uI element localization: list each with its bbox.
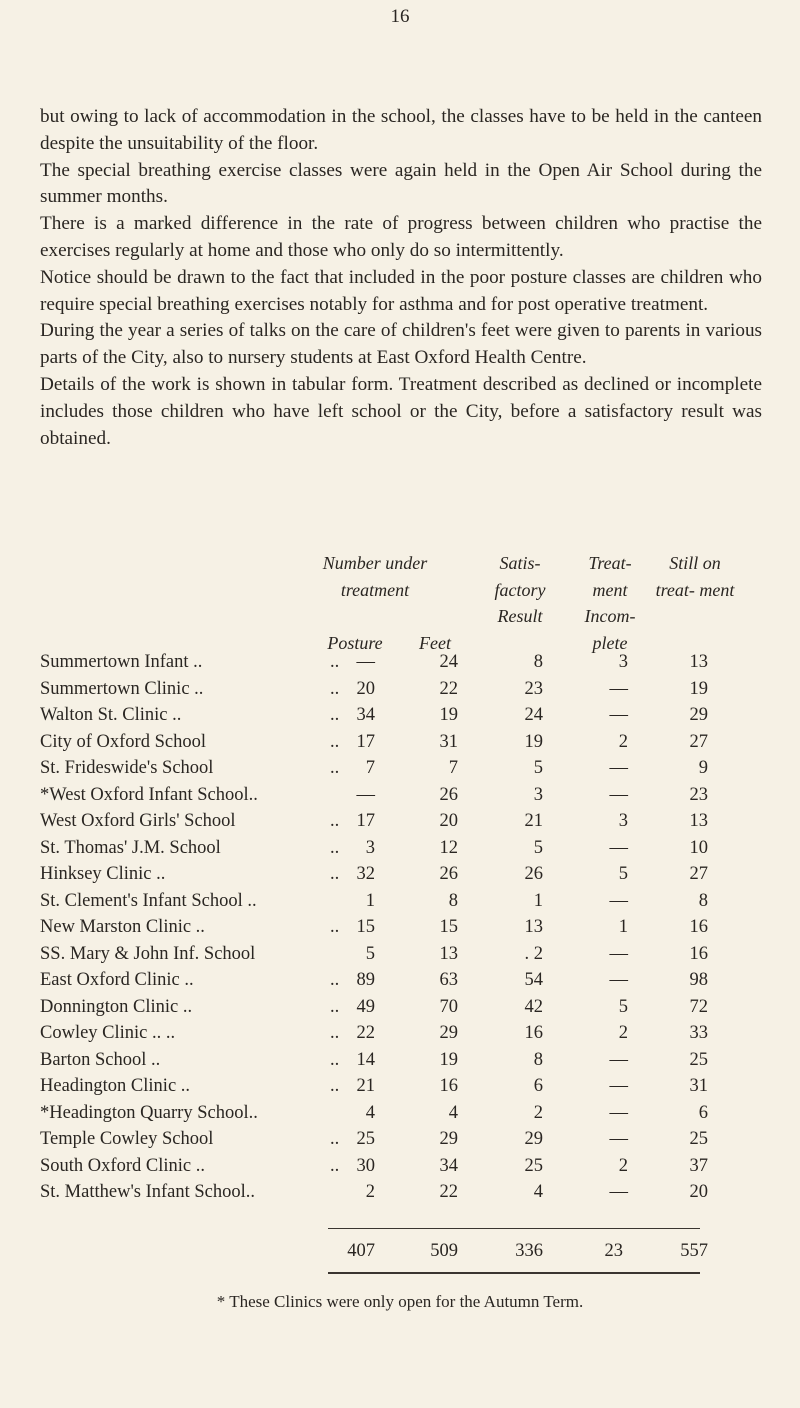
cell-still-on: 29 [689,705,708,725]
cell-feet: 19 [439,1049,458,1070]
row-name: SS. Mary & John Inf. School [40,943,256,964]
row-name: South Oxford Clinic .. [40,1155,205,1176]
table-row [40,941,760,967]
cell-still-on: 20 [689,1182,708,1202]
cell-feet: 22 [439,1182,458,1202]
cell-feet: 29 [439,1023,458,1043]
row-name: Temple Cowley School [40,1129,214,1149]
header-still-on-treatment: Still on treat- ment [655,553,735,600]
table-row [40,1100,760,1126]
cell-satisfactory: 5 [533,837,543,858]
table-row [40,1153,760,1179]
paragraph: Details of the work is shown in tabular form. Treatment described as declined or incomplete includes those children who have left school or the City, before a satisfactory result was obtained. [40,373,762,449]
row-name: East Oxford Clinic .. [40,970,194,990]
cell-feet: 16 [439,1076,458,1096]
cell-feet: 26 [439,864,458,884]
table-row [40,1179,760,1205]
row-name: St. Matthew's Infant School.. [40,1182,256,1202]
totals-row [40,1238,760,1264]
cell-incomplete: 2 [618,1023,628,1043]
total-incomplete: 23 [604,1241,623,1261]
cell-still-on: 9 [698,758,708,778]
cell-feet: 13 [439,943,458,964]
row-name: *Headington Quarry School.. [40,1102,258,1123]
cell-incomplete: 2 [618,731,628,752]
leader-dots: .. [330,1023,340,1043]
cell-still-on: 25 [689,1049,708,1070]
row-name: St. Frideswide's School [40,758,214,778]
cell-feet: 70 [439,996,458,1017]
table-row [40,1126,760,1152]
cell-posture: 32 [356,864,375,884]
leader-dots: .. [330,996,340,1017]
leader-dots: .. [330,678,340,699]
cell-incomplete: — [609,678,628,699]
paragraph: but owing to lack of accommodation in the school, the classes have to be held in the canteen despite the unsuitability of the floor. [40,106,762,154]
cell-posture: 49 [356,996,375,1017]
cell-feet: 20 [439,811,458,831]
paragraph: Notice should be drawn to the fact that included in the poor posture classes are children who require special breathing exercises notably for asthma and for post operative treatment. [40,266,762,315]
row-name: New Marston Clinic .. [40,917,205,937]
cell-satisfactory: 29 [524,1129,543,1149]
cell-still-on: 13 [689,811,708,831]
cell-satisfactory: 42 [524,996,543,1017]
cell-feet: 19 [439,705,458,725]
cell-feet: 12 [439,837,458,858]
table-row [40,1047,760,1073]
cell-feet: 29 [439,1129,458,1149]
row-name: St. Clement's Infant School .. [40,890,257,911]
row-name: Barton School .. [40,1049,161,1070]
cell-satisfactory: 4 [533,1182,543,1202]
table-row [40,649,760,675]
cell-still-on: 27 [689,864,708,884]
leader-dots: .. [330,864,340,884]
cell-feet: 8 [448,890,458,911]
leader-dots: .. [330,970,340,990]
total-rule-top [328,1228,700,1229]
cell-satisfactory: 16 [524,1023,543,1043]
cell-still-on: 19 [689,678,708,699]
cell-feet: 24 [439,652,458,672]
cell-posture: 30 [356,1155,375,1176]
cell-posture: 14 [356,1049,375,1070]
row-name: St. Thomas' J.M. School [40,837,221,858]
cell-still-on: 98 [689,970,708,990]
cell-incomplete: — [609,1076,628,1096]
paragraph: During the year a series of talks on the care of children's feet were given to parents in various parts of the City, also to nursery students at East Oxford Health Centre. [40,320,762,369]
cell-posture: 20 [356,678,375,699]
cell-still-on: 16 [689,917,708,937]
total-still-on: 557 [680,1241,708,1261]
body-text [40,104,762,452]
row-name: City of Oxford School [40,731,206,752]
cell-posture: 4 [365,1102,375,1123]
cell-satisfactory: 25 [524,1155,543,1176]
cell-satisfactory: 24 [524,705,543,725]
table-row [40,676,760,702]
cell-incomplete: — [609,943,628,964]
cell-posture: 7 [365,758,375,778]
cell-incomplete: 5 [618,996,628,1017]
cell-feet: 31 [439,731,458,752]
cell-feet: 15 [439,917,458,937]
cell-satisfactory: 23 [524,678,543,699]
leader-dots: .. [330,811,340,831]
cell-satisfactory: 2 [533,1102,543,1123]
cell-still-on: 31 [689,1076,708,1096]
cell-still-on: 13 [689,652,708,672]
leader-dots: .. [330,652,340,672]
cell-posture: 2 [365,1182,375,1202]
cell-feet: 26 [439,784,458,805]
cell-satisfactory: 8 [533,652,543,672]
cell-still-on: 16 [689,943,708,964]
header-number-under-treatment: Number under treatment [322,553,428,600]
cell-still-on: 72 [689,996,708,1017]
cell-still-on: 27 [689,731,708,752]
row-name: Walton St. Clinic .. [40,705,182,725]
cell-incomplete: 2 [618,1155,628,1176]
leader-dots: .. [330,705,340,725]
cell-posture: 21 [356,1076,375,1096]
cell-incomplete: 5 [618,864,628,884]
cell-satisfactory: 21 [524,811,543,831]
table-row [40,861,760,887]
table-row [40,808,760,834]
paragraph: There is a marked difference in the rate of progress between children who practise the exercises regularly at home and those who only do so intermittently. [40,213,762,261]
cell-posture: 89 [356,970,375,990]
cell-satisfactory: 54 [524,970,543,990]
cell-posture: 34 [356,705,375,725]
table-row [40,835,760,861]
cell-satisfactory: 1 [533,890,543,911]
cell-still-on: 6 [698,1102,708,1123]
cell-posture: 1 [365,890,375,911]
cell-posture: 15 [356,917,375,937]
leader-dots: .. [330,1129,340,1149]
header-treatment-incomplete: Treat- ment Incom- plete [584,553,636,653]
header-satisfactory-result: Satis- factory Result [494,553,546,626]
table-row [40,729,760,755]
cell-satisfactory: 19 [524,731,543,752]
cell-posture: 17 [356,811,375,831]
leader-dots: .. [330,758,340,778]
cell-incomplete: — [609,758,628,778]
footnote: * These Clinics were only open for the Autumn Term. [216,1292,584,1311]
cell-incomplete: 3 [618,652,628,672]
cell-incomplete: 1 [618,917,628,937]
row-name: Hinksey Clinic .. [40,864,166,884]
cell-incomplete: 3 [618,811,628,831]
cell-posture: — [356,652,375,672]
page-number: 16 [390,6,410,27]
leader-dots: .. [330,1155,340,1176]
cell-still-on: 23 [689,784,708,805]
table-row [40,755,760,781]
cell-feet: 34 [439,1155,458,1176]
table-row [40,1073,760,1099]
total-feet: 509 [430,1241,458,1261]
cell-posture: 22 [356,1023,375,1043]
row-name: West Oxford Girls' School [40,811,236,831]
header-posture: Posture [327,633,383,653]
cell-incomplete: — [609,1129,628,1149]
row-name: *West Oxford Infant School.. [40,784,258,805]
cell-satisfactory: 5 [533,758,543,778]
paragraph: The special breathing exercise classes were again held in the Open Air School during the summer months. [40,159,762,208]
row-name: Summertown Infant .. [40,652,203,672]
cell-satisfactory: 13 [524,917,543,937]
total-satisfactory: 336 [515,1241,543,1261]
cell-feet: 4 [448,1102,458,1123]
leader-dots: .. [330,917,340,937]
leader-dots: .. [330,837,340,858]
cell-posture: 17 [356,731,375,752]
row-name: Summertown Clinic .. [40,678,204,699]
table-row [40,914,760,940]
cell-still-on: 25 [689,1129,708,1149]
cell-still-on: 33 [689,1023,708,1043]
cell-satisfactory: . 2 [524,943,543,964]
cell-feet: 22 [439,678,458,699]
cell-incomplete: — [609,837,628,858]
cell-incomplete: — [609,890,628,911]
cell-posture: — [356,784,375,805]
cell-posture: 25 [356,1129,375,1149]
cell-incomplete: — [609,1049,628,1070]
leader-dots: .. [330,1076,340,1096]
table-row [40,1020,760,1046]
table-row [40,888,760,914]
cell-satisfactory: 6 [533,1076,543,1096]
total-posture: 407 [347,1241,375,1261]
cell-satisfactory: 8 [533,1049,543,1070]
row-name: Cowley Clinic .. .. [40,1023,176,1043]
cell-still-on: 8 [698,890,708,911]
cell-still-on: 10 [689,837,708,858]
cell-feet: 63 [439,970,458,990]
leader-dots: .. [330,731,340,752]
table-row [40,782,760,808]
cell-posture: 5 [365,943,375,964]
cell-satisfactory: 26 [524,864,543,884]
cell-still-on: 37 [689,1155,708,1176]
cell-incomplete: — [609,1102,628,1123]
cell-posture: 3 [365,837,375,858]
leader-dots: .. [330,1049,340,1070]
row-name: Donnington Clinic .. [40,996,193,1017]
table-row [40,702,760,728]
cell-incomplete: — [609,970,628,990]
total-rule-bottom [328,1272,700,1274]
row-name: Headington Clinic .. [40,1076,191,1096]
cell-feet: 7 [448,758,458,778]
cell-satisfactory: 3 [533,784,543,805]
cell-incomplete: — [609,705,628,725]
header-feet: Feet [419,633,451,653]
cell-incomplete: — [609,1182,628,1202]
cell-incomplete: — [609,784,628,805]
table-row [40,994,760,1020]
table-row [40,967,760,993]
